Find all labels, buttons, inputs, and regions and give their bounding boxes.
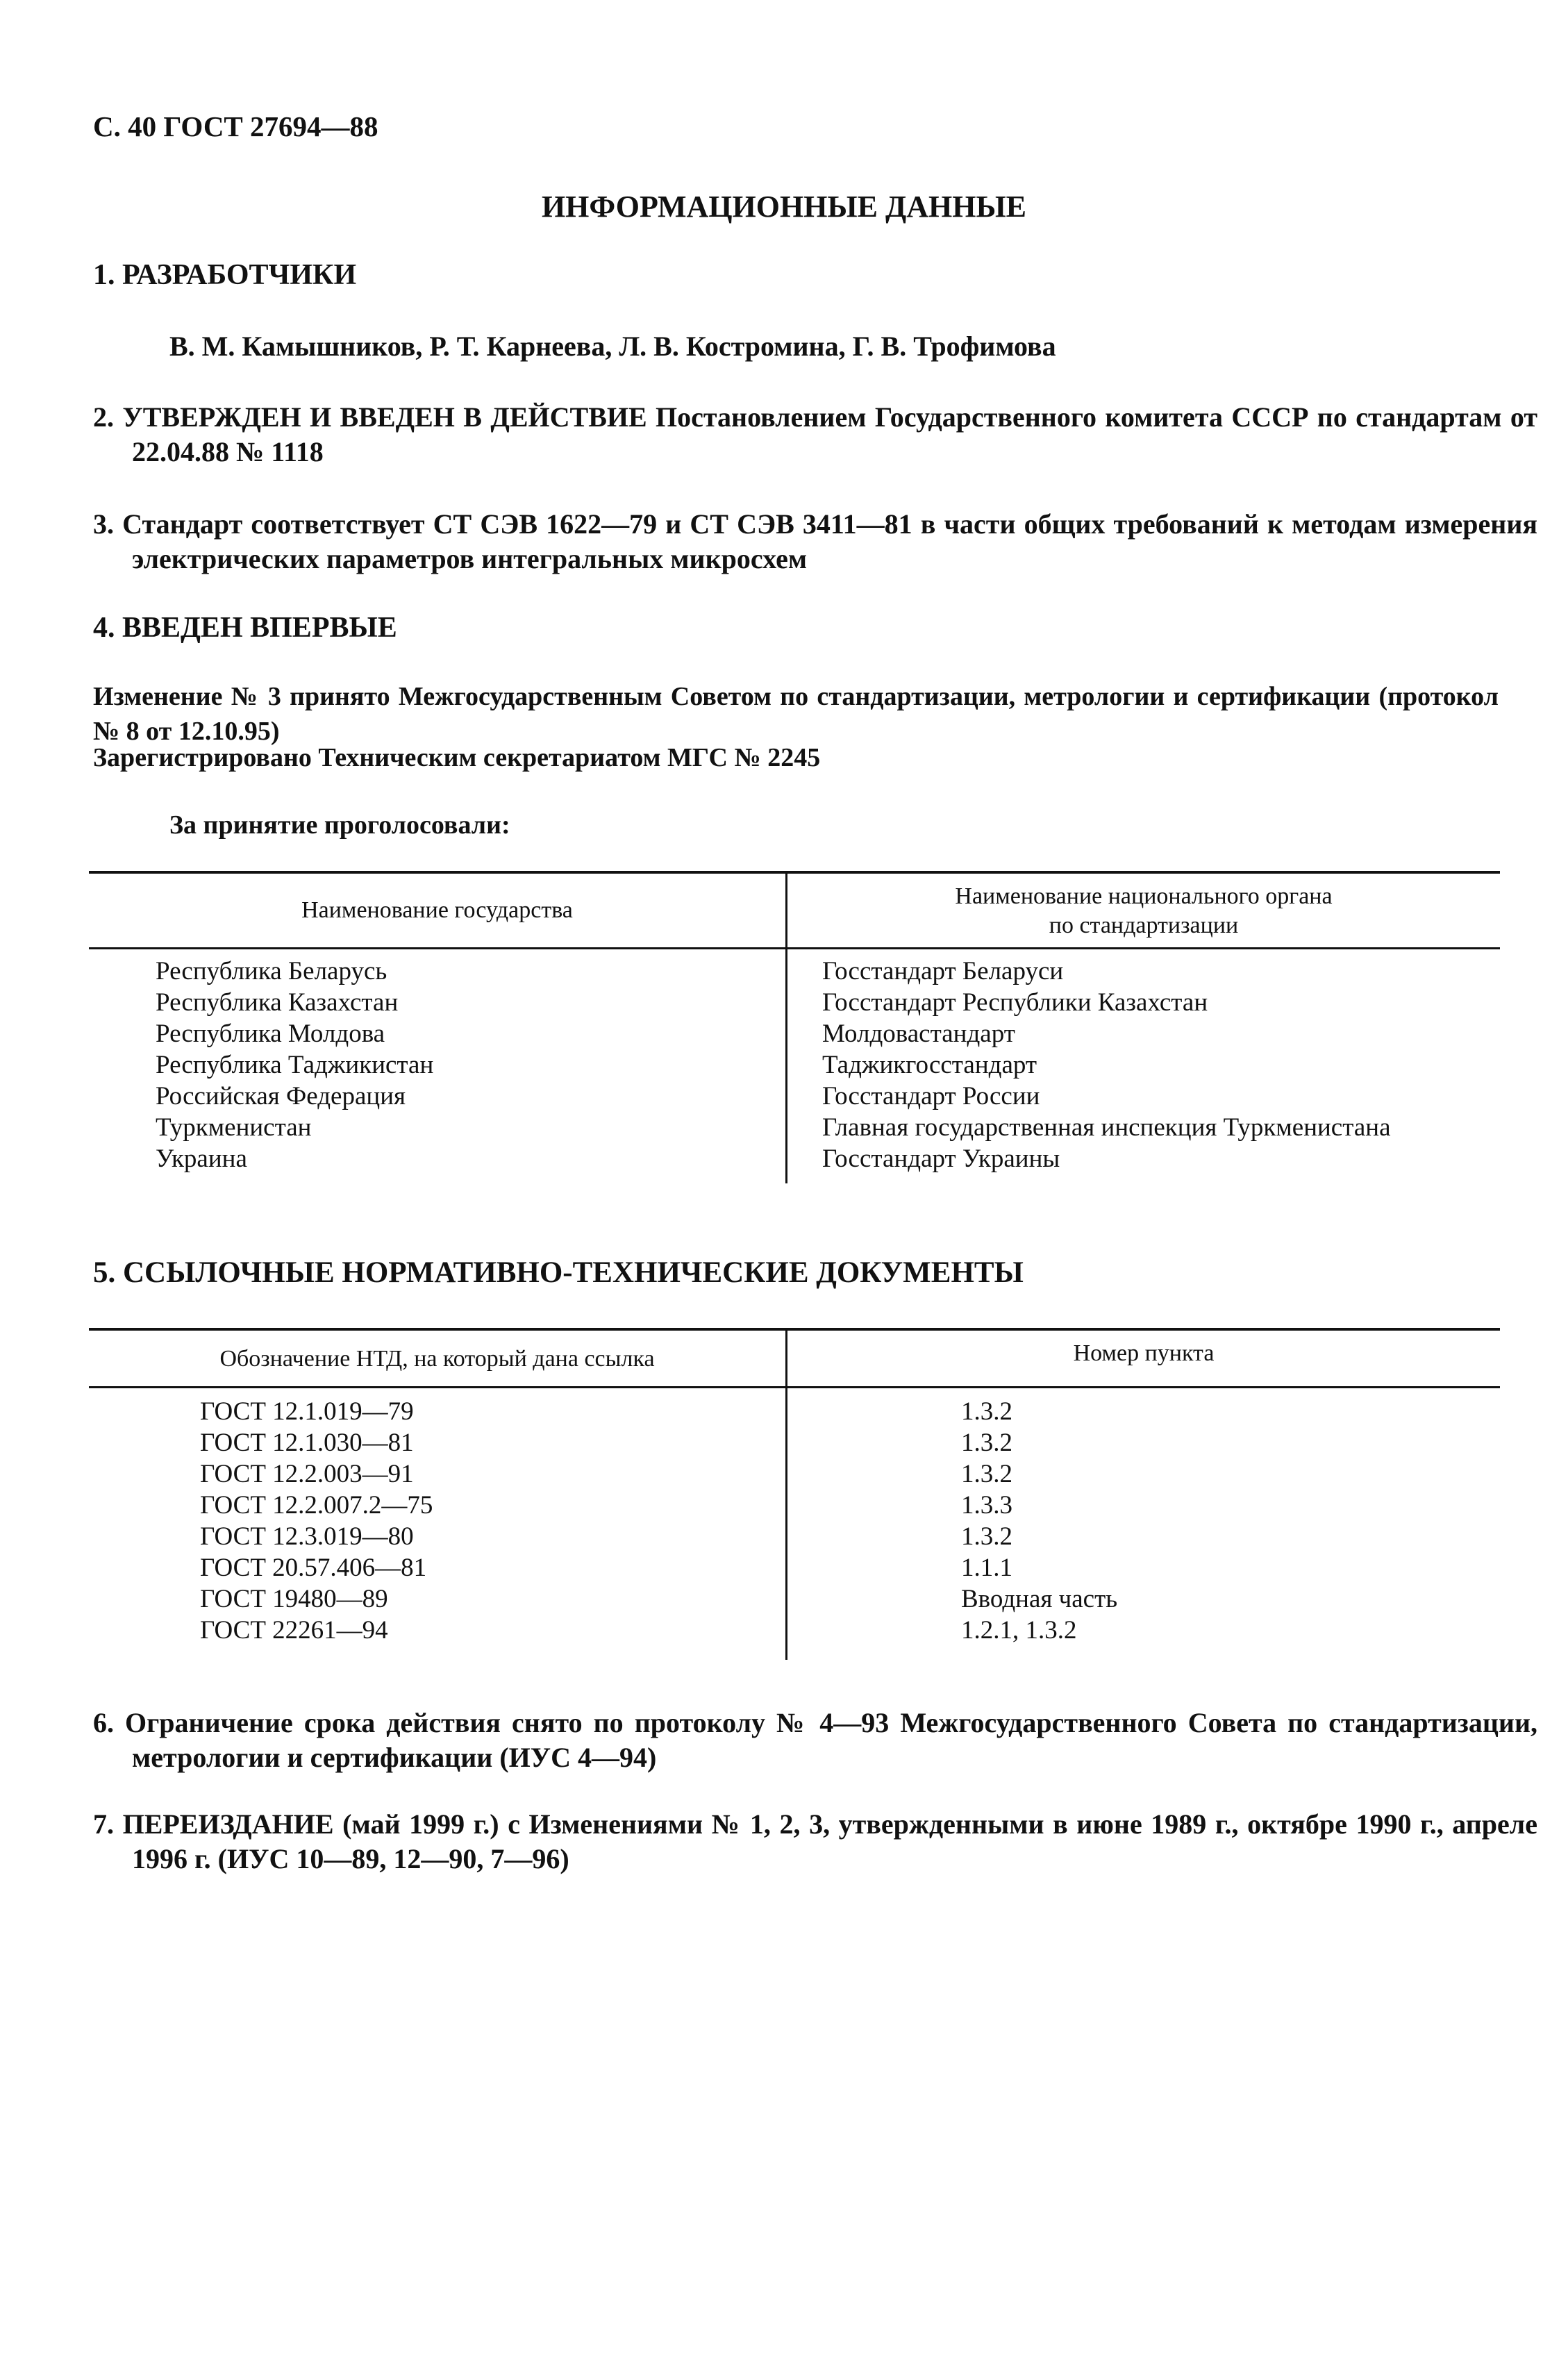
section-3-text: 3. Стандарт соответствует СТ СЭВ 1622—79 и СТ СЭВ 3411—81 в части общих требований к методам измерения электрических параметров интегральных микросхем (93, 508, 1537, 574)
table-row-doc: ГОСТ 20.57.406—81 (200, 1554, 427, 1582)
table-row-body: Таджикгосстандарт (822, 1051, 1037, 1079)
table-row-item: 1.3.2 (961, 1522, 1012, 1551)
refs-header-doc: Обозначение НТД, на который дана ссылка (219, 1346, 655, 1372)
section-7-text: 7. ПЕРЕИЗДАНИЕ (май 1999 г.) с Изменениями № 1, 2, 3, утвержденными в июне 1989 г., октябре 1990 г., апреле 1996 г. (ИУС 10—89, 12—90, 7—96) (93, 1808, 1537, 1874)
refs-doc-column (200, 1396, 433, 1646)
table-row-item: 1.3.3 (961, 1491, 1012, 1520)
section-5-heading: 5. ССЫЛОЧНЫЕ НОРМАТИВНО-ТЕХНИЧЕСКИЕ ДОКУМЕНТЫ (93, 1256, 1024, 1289)
table-row-state: Республика Таджикистан (156, 1051, 434, 1079)
registration-note: Зарегистрировано Техническим секретариатом МГС № 2245 (93, 743, 821, 772)
table-row-doc: ГОСТ 12.2.007.2—75 (200, 1491, 433, 1520)
table-row-state: Туркменистан (156, 1113, 312, 1142)
table-column-divider (785, 1328, 787, 1660)
change-note: Изменение № 3 принято Межгосударственным Советом по стандартизации, метрологии и сертификации (протокол № 8 от 12.10.95) (93, 682, 1499, 746)
refs-item-column (961, 1396, 1117, 1646)
table-row-state: Республика Беларусь (156, 957, 387, 985)
document-title: ИНФОРМАЦИОННЫЕ ДАННЫЕ (541, 190, 1027, 224)
table-top-rule (89, 871, 1500, 874)
table-row-doc: ГОСТ 22261—94 (200, 1616, 388, 1645)
table-row-body: Госстандарт Беларуси (822, 957, 1064, 985)
table-row-body: Госстандарт России (822, 1082, 1040, 1110)
table-row-body: Госстандарт Украины (822, 1145, 1060, 1173)
table-row-state: Украина (156, 1145, 247, 1173)
votes-header-body (787, 882, 1500, 940)
votes-header-state: Наименование государства (301, 897, 573, 923)
table-row-doc: ГОСТ 12.3.019—80 (200, 1522, 414, 1551)
page-header: С. 40 ГОСТ 27694—88 (93, 110, 378, 142)
table-row-body: Главная государственная инспекция Туркменистана (822, 1113, 1391, 1142)
section-1-heading: 1. РАЗРАБОТЧИКИ (93, 259, 357, 291)
table-row-item: 1.3.2 (961, 1460, 1012, 1488)
table-row-item: 1.3.2 (961, 1397, 1012, 1426)
table-row-state: Республика Молдова (156, 1020, 385, 1048)
votes-header-body-line1: Наименование национального органа (955, 883, 1333, 909)
table-header-rule (89, 1386, 1500, 1388)
table-row-state: Российская Федерация (156, 1082, 406, 1110)
table-row-item: Вводная часть (961, 1585, 1118, 1613)
table-row-item: 1.3.2 (961, 1429, 1012, 1457)
votes-header-body-line2: по стандартизации (1049, 913, 1239, 938)
section-1-authors: В. М. Камышников, Р. Т. Карнеева, Л. В. Костромина, Г. В. Трофимова (169, 331, 1056, 362)
section-2-text: 2. УТВЕРЖДЕН И ВВЕДЕН В ДЕЙСТВИЕ Постановлением Государственного комитета СССР по стандартам от 22.04.88 № 1118 (93, 401, 1537, 467)
table-row-state: Республика Казахстан (156, 988, 399, 1017)
votes-body-column (822, 956, 1391, 1174)
table-row-body: Госстандарт Республики Казахстан (822, 988, 1208, 1017)
table-row-item: 1.2.1, 1.3.2 (961, 1616, 1077, 1645)
table-header-rule (89, 947, 1500, 949)
table-row-doc: ГОСТ 12.2.003—91 (200, 1460, 414, 1488)
votes-state-column (156, 956, 433, 1174)
section-4-heading: 4. ВВЕДЕН ВПЕРВЫЕ (93, 612, 397, 644)
votes-table (89, 871, 1500, 1183)
table-row-body: Молдовастандарт (822, 1020, 1015, 1048)
table-top-rule (89, 1328, 1500, 1331)
refs-header-item: Номер пункта (1073, 1340, 1215, 1366)
section-6-text: 6. Ограничение срока действия снято по протоколу № 4—93 Межгосударственного Совета по стандартизации, метрологии и сертификации (ИУС 4—94) (93, 1707, 1537, 1773)
table-row-doc: ГОСТ 19480—89 (200, 1585, 388, 1613)
refs-table (89, 1328, 1500, 1660)
voted-label: За принятие проголосовали: (169, 810, 510, 840)
table-row-doc: ГОСТ 12.1.019—79 (200, 1397, 414, 1426)
table-row-item: 1.1.1 (961, 1554, 1012, 1582)
table-row-doc: ГОСТ 12.1.030—81 (200, 1429, 414, 1457)
